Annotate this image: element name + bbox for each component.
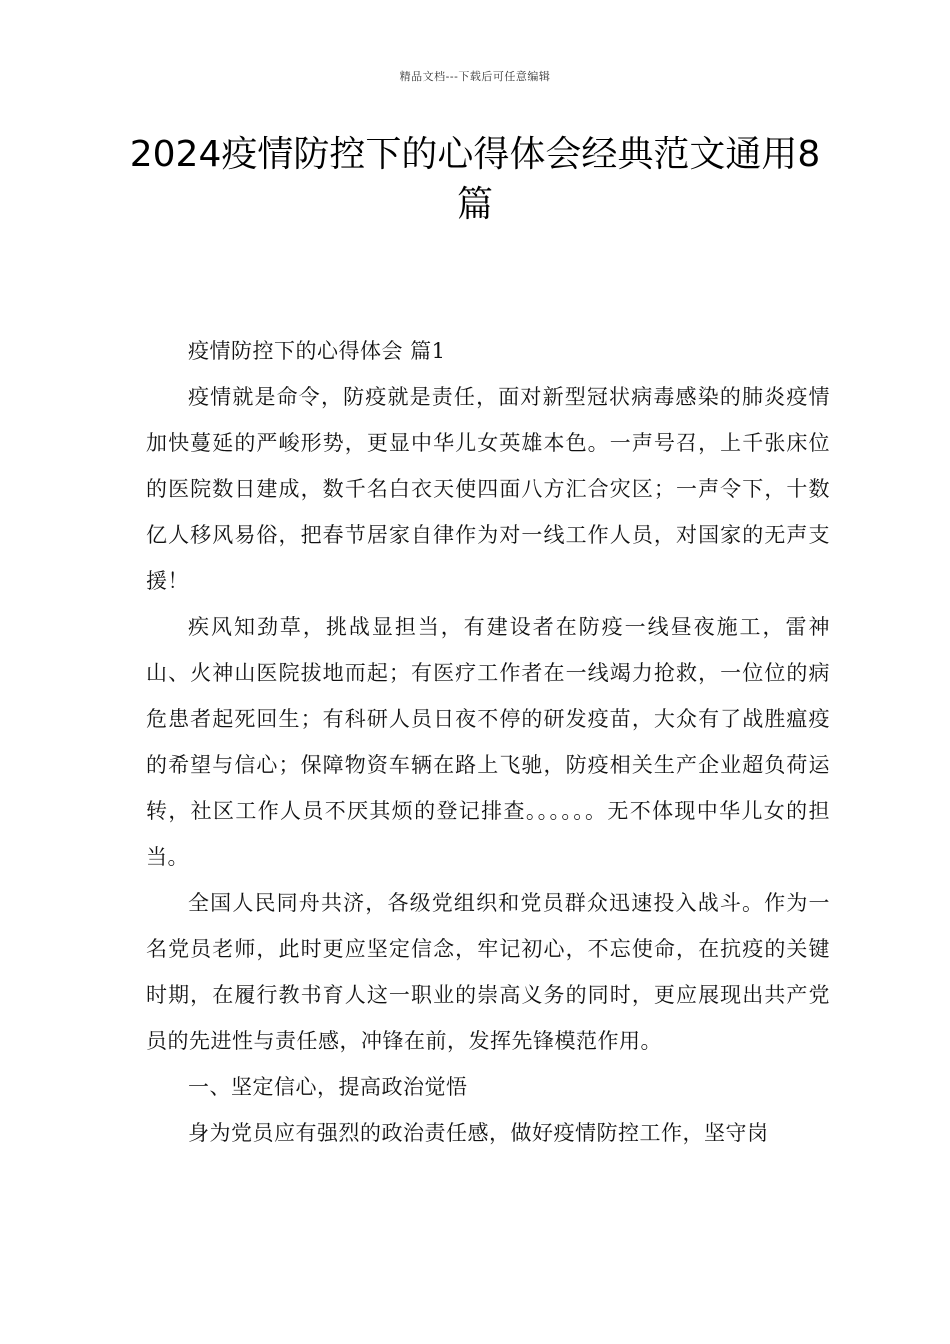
subsection-heading: 一、坚定信心，提高政治觉悟 bbox=[188, 1075, 468, 1099]
paragraph: 疫情就是命令，防疫就是责任，面对新型冠状病毒感染的肺炎疫情加快蔓延的严峻形势，更显中华儿女英雄本色。一声号召，上千张床位的医院数日建成，数千名白衣天使四面八方汇合灾区；一声令下，十数亿人移风易俗，把春节居家自律作为对一线工作人员，对国家的无声支援！ bbox=[146, 385, 830, 593]
document-title: 2024疫情防控下的心得体会经典范文通用8篇 bbox=[129, 134, 821, 225]
paragraph: 全国人民同舟共济，各级党组织和党员群众迅速投入战斗。作为一名党员老师，此时更应坚定信念，牢记初心，不忘使命，在抗疫的关键时期，在履行教书育人这一职业的崇高义务的同时，更应展现出共产党员的先进性与责任感，冲锋在前，发挥先锋模范作用。 bbox=[146, 891, 830, 1053]
document-body bbox=[146, 328, 830, 1156]
paragraph: 身为党员应有强烈的政治责任感，做好疫情防控工作，坚守岗 bbox=[188, 1121, 769, 1145]
header-note: 精品文档---下载后可任意编辑 bbox=[399, 70, 551, 83]
section-heading: 疫情防控下的心得体会 篇1 bbox=[188, 339, 446, 363]
paragraph: 疾风知劲草，挑战显担当，有建设者在防疫一线昼夜施工，雷神山、火神山医院拔地而起；有医疗工作者在一线竭力抢救，一位位的病危患者起死回生；有科研人员日夜不停的研发疫苗，大众有了战胜瘟疫的希望与信心；保障物资车辆在路上飞驰，防疫相关生产企业超负荷运转，社区工作人员不厌其烦的登记排查。。。。。。无不体现中华儿女的担当。 bbox=[146, 615, 830, 869]
